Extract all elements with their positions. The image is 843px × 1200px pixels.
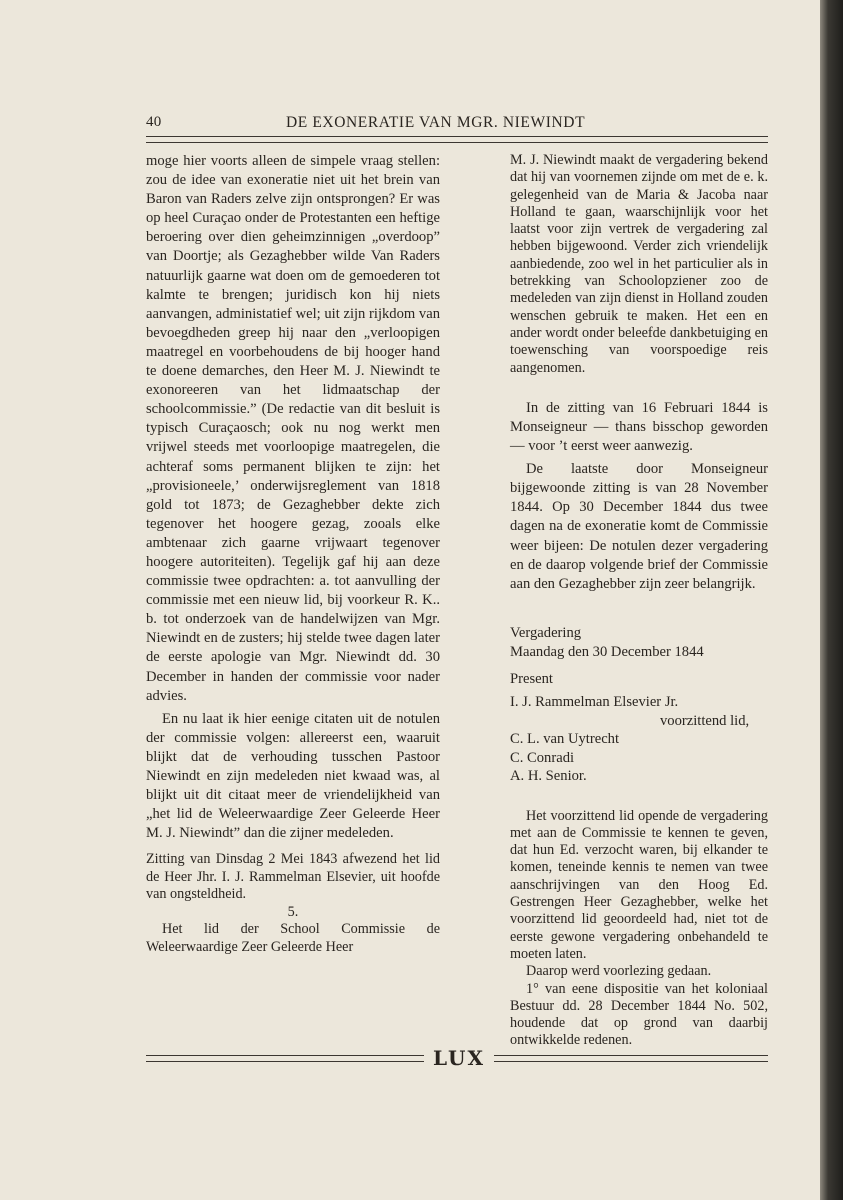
attendee-1-role: voorzittend lid, <box>660 712 750 729</box>
header-rule <box>146 136 768 143</box>
attendee-4: A. H. Senior. <box>510 768 587 785</box>
quote-paragraph-2: Het lid der School Commissie de Weleerwaardige Zeer Geleerde Heer <box>146 921 440 955</box>
attendee-3: C. Conradi <box>510 749 575 766</box>
left-column <box>146 152 440 956</box>
page-header <box>146 112 768 136</box>
attendee-1: I. J. Rammelman Elsevier Jr. <box>510 694 679 711</box>
meeting-title: Vergadering <box>510 624 582 641</box>
attendee-2: C. L. van Uytrecht <box>510 731 620 748</box>
quote-number: 5. <box>287 903 299 920</box>
quote-paragraph-1: Zitting van Dinsdag 2 Mei 1843 afwezend het lid de Heer Jhr. I. J. Rammelman Elsevier, uit hoofde van ongsteldheid. <box>146 851 440 903</box>
left-paragraph-2: En nu laat ik hier eenige citaten uit de notulen der commissie volgen: allereerst een, waaruit blijkt dat de verhouding tusschen Pastoor Niewindt en zijn medeleden niet kwaad was, al blijkt uit dit citaat meer de vriendelijkheid van „het lid de Weleerwaardige Zeer Geleerde Heer M. J. Niewindt” dan die zijner medeleden. <box>146 710 440 842</box>
lux-logo: LUX <box>433 1046 485 1070</box>
right-paragraph-2: De laatste door Monseigneur bijgewoonde zitting is van 28 November 1844. Op 30 December 1844 dus twee dagen na de exoneratie komt de Commissie weer bijeen: De notulen dezer vergadering en de daarop volgende brief der Commissie aan den Gezaghebber zijn zeer belangrijk. <box>510 461 768 592</box>
present-label: Present <box>510 670 553 687</box>
footer-rule-right <box>494 1055 768 1062</box>
right-paragraph-1: In de zitting van 16 Februari 1844 is Monseigneur — thans bisschop geworden — voor ’t eerst weer aanwezig. <box>510 399 768 455</box>
footer-rule-left <box>146 1055 424 1062</box>
minutes-paragraph-3: 1° van eene dispositie van het koloniaal Bestuur dd. 28 December 1844 No. 502, houdende dat op grond van daarbij ontwikkelde redenen. <box>510 980 768 1049</box>
running-title: DE EXONERATIE VAN MGR. NIEWINDT <box>286 114 586 131</box>
book-spine-edge <box>820 0 843 1200</box>
meeting-date: Maandag den 30 December 1844 <box>510 643 704 660</box>
left-paragraph-1: moge hier voorts alleen de simpele vraag stellen: zou de idee van exoneratie niet uit het brein van Baron van Raders zelve zijn ontsprongen? Er was op heel Curaçao onder de Protestanten een heftige beroering over dien geheimzinnigen „overdoop” van Doortje; als Gezaghebber wilde Van Raders natuurlijk gaarne wat doen om de gemoederen tot kalmte te brengen; juridisch kon hij niets aanvangen, administatief wel; uit zijn rijkdom van bevoegdheden greep hij naar den „verloopigen maatregel en voorbehoudens de bij hooger hand te doene demarches, den Heer M. J. Niewindt te exonoreeren van het lidmaatschap der schoolcommissie.” (De redactie van dit besluit is typisch Curaçaosch; ook nu nog werkt men vrijwel steeds met voorloopige maatregelen, die achteraf soms permanent blijken te zijn: het „provisioneele,’ onderwijsreglement van 1818 gold tot 1873; de Gezaghebber dekte zich tegenover het hoogere gezag, zooals elke ambtenaar zich gaarne vrijwaart tegenover hoogere autoriteiten). Tegelijk gaf hij aan deze commissie twee opdrachten: a. tot aanvulling der commissie met een nieuw lid, bij voorkeur R. K.. b. tot onderzoek van de handelwijzen van Mgr. Niewindt en de zusters; hij stelde twee dagen later de eerste apologie van Mgr. Niewindt dd. 30 December in handen der commissie voor nader advies. <box>146 153 440 704</box>
right-continuation: M. J. Niewindt maakt de vergadering bekend dat hij van voornemen zijnde om met de e. k. gelegenheid van de Maria & Jacoba naar Holland te gaan, waarschijnlijk voor het laatst voor zijn vertrek de vergadering zal hebben bijgewoond. Verder zich vriendelijk aanbiedende, zoo wel in het particulier als in betrekking van Schoolopziener zoo de medeleden van zijn dienst in Holland zouden wenschen gebruik te maken. Het een en ander wordt onder beleefde dankbetuiging en toewensching van voorspoedige reis aangenomen. <box>510 152 768 376</box>
page-number: 40 <box>146 114 162 130</box>
right-column <box>510 152 768 1050</box>
minutes-paragraph-1: Het voorzittend lid opende de vergadering met aan de Commissie te kennen te geven, dat hun Ed. verzocht waren, bij elkander te komen, teneinde kennis te nemen van twee aanschrijvingen van den Hoog Ed. Gestrengen Heer Gezaghebber, welke het voorzittend lid geoordeeld had, niet tot de eerste gewone vergadering onbehandeld te moeten laten. <box>510 807 768 962</box>
minutes-paragraph-2: Daarop werd voorlezing gedaan. <box>526 963 712 980</box>
page-footer <box>146 1046 768 1070</box>
attendee-list <box>510 693 768 786</box>
